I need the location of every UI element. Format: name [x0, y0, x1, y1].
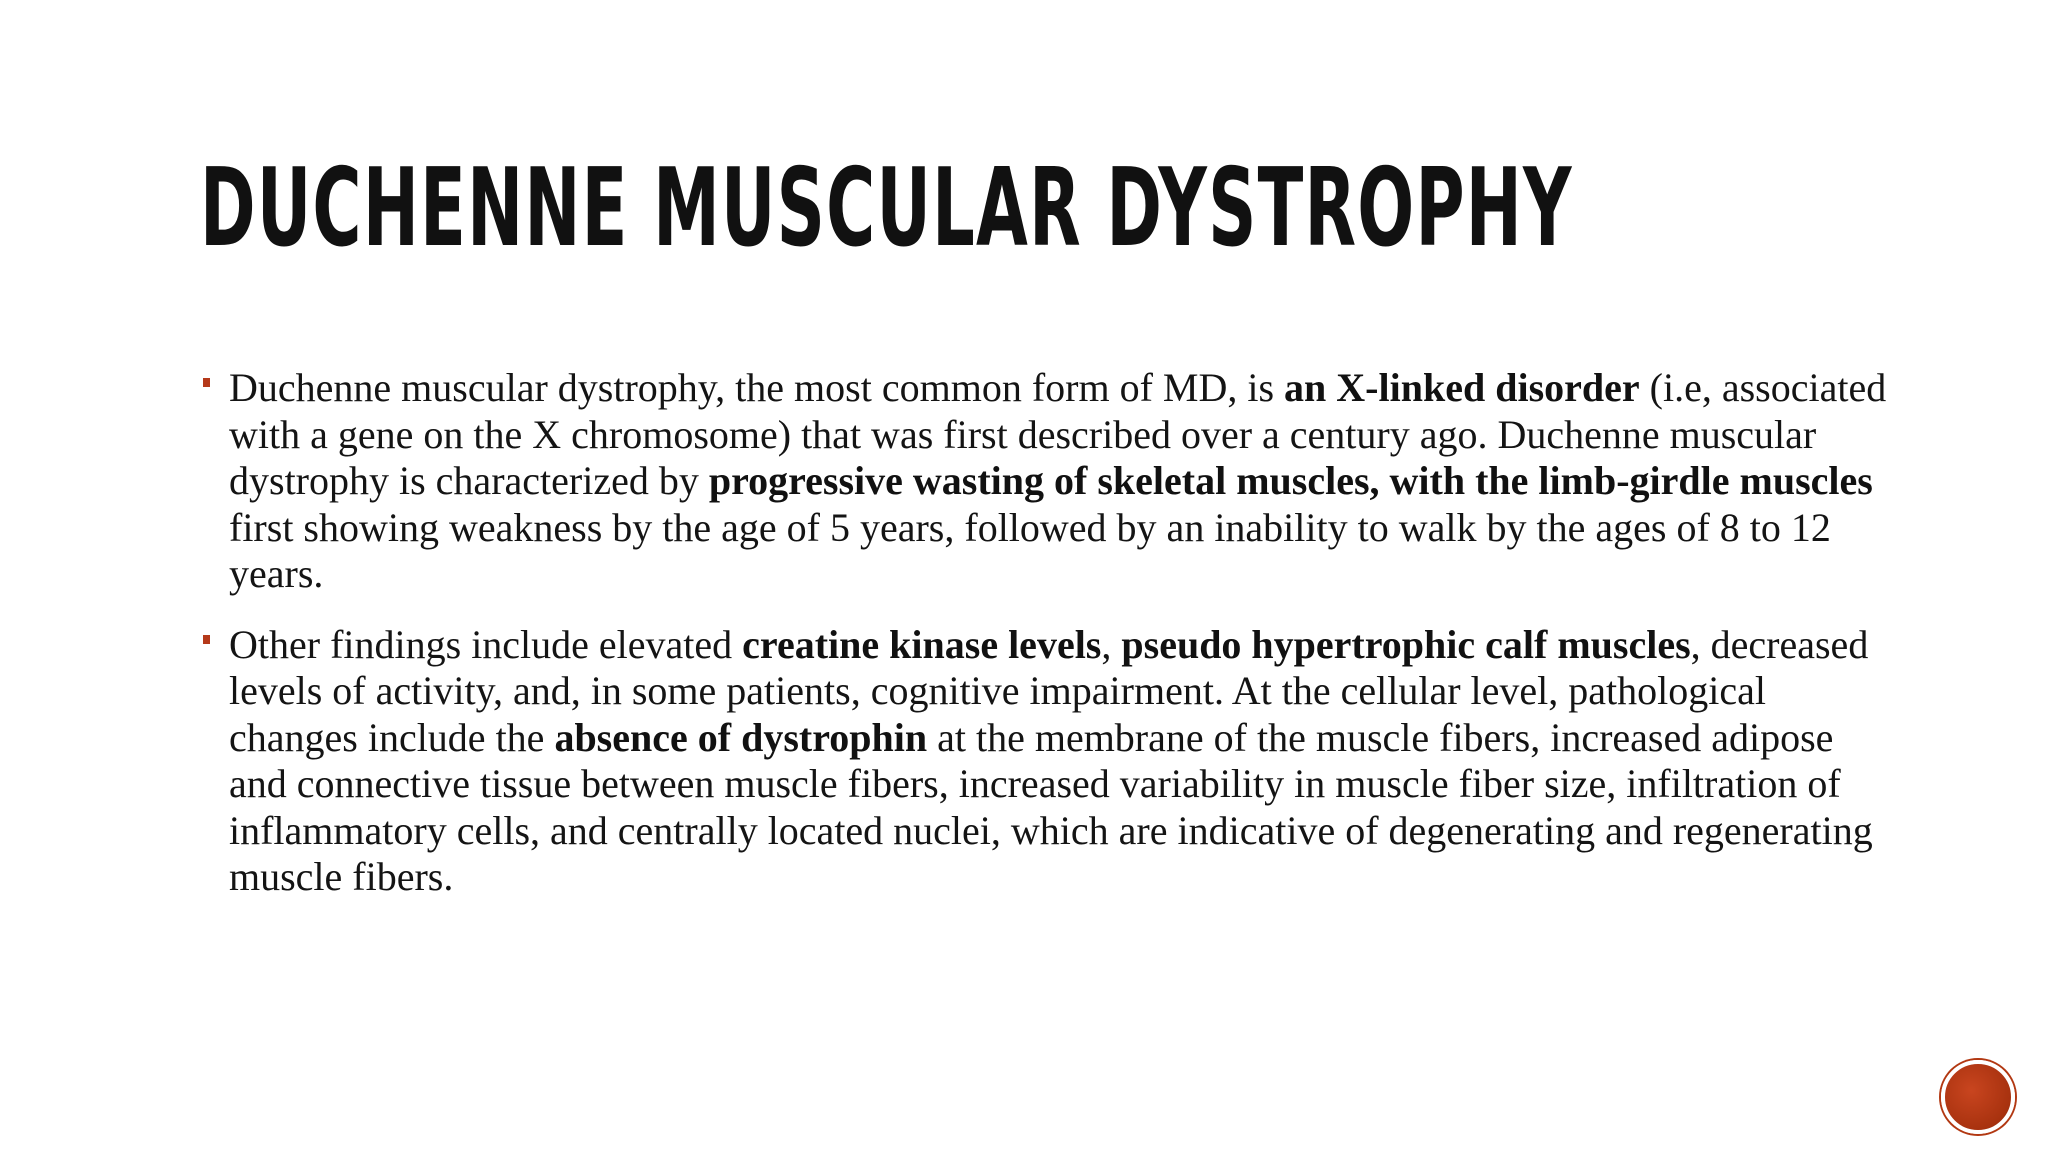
bold-text-segment: an X-linked disorder: [1284, 365, 1640, 410]
bold-text-segment: pseudo hypertrophic calf muscles: [1121, 621, 1691, 667]
bullet-text: [229, 365, 1886, 596]
text-segment: Other findings include elevated: [229, 621, 743, 667]
bold-text-segment: creatine kinase levels: [742, 621, 1102, 667]
text-segment: (i.e, associated with a gene on the X chromosome) that was first described over a century ago. Duchenne muscular dystrophy is characterized by: [229, 365, 1887, 503]
bullet-item: [200, 622, 1900, 901]
text-segment: ,: [1101, 621, 1122, 667]
text-segment: , decreased levels of activity, and, in some patients, cognitive impairment. At the cellular level, pathological changes include the: [229, 621, 1869, 760]
text-segment: at the membrane of the muscle fibers, increased adipose and connective tissue between muscle fibers, increased variability in muscle fiber size, infiltration of inflammatory cells, and centrally located nuclei, which are indicative of degenerating and regenerating muscle fibers.: [229, 714, 1873, 899]
slide-nav-button[interactable]: [1941, 1060, 2015, 1134]
bold-text-segment: absence of dystrophin: [554, 714, 928, 760]
bold-text-segment: progressive wasting of skeletal muscles, with the limb-girdle muscles: [708, 458, 1873, 503]
bullet-item: [200, 365, 1900, 598]
slide-title: DUCHENNE MUSCULAR DYSTROPHY: [200, 146, 1573, 271]
bullet-marker-icon: [203, 378, 210, 387]
bullet-text: [229, 622, 1873, 900]
text-segment: Duchenne muscular dystrophy, the most common form of MD, is: [229, 365, 1285, 410]
text-segment: first showing weakness by the age of 5 years, followed by an inability to walk by the ages of 8 to 12 years.: [229, 504, 1831, 596]
bullet-marker-icon: [203, 635, 210, 644]
slide-content: [200, 365, 1900, 925]
